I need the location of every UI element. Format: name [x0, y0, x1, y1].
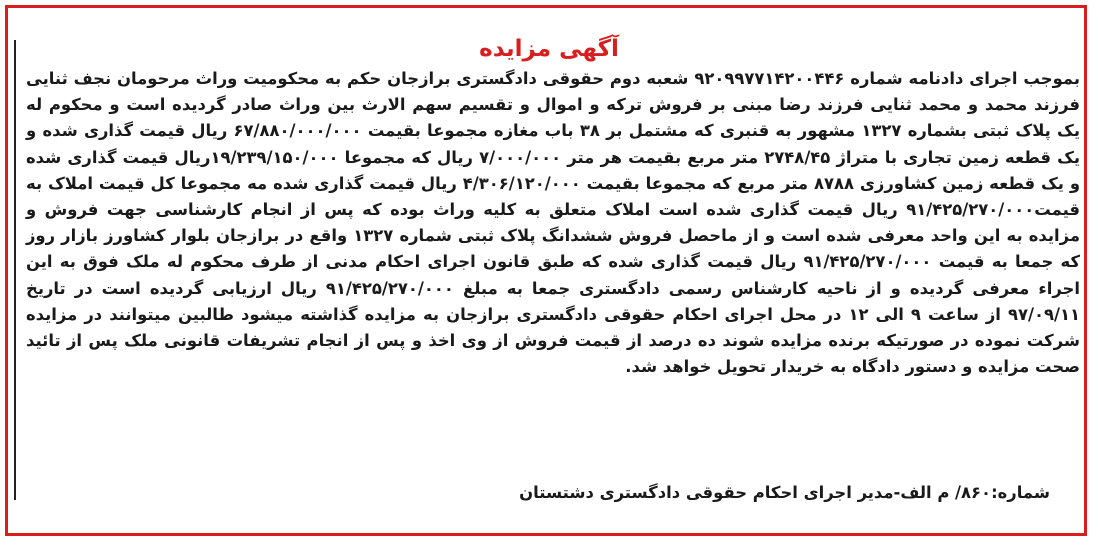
- notice-footer: شماره:۸۶۰/ م الف-مدیر اجرای احکام حقوقی دادگستری دشتستان: [519, 483, 1050, 502]
- notice-body: بموجب اجرای دادنامه شماره ۹۲۰۹۹۷۷۱۴۲۰۰۴۴۶ شعبه دوم حقوقی دادگستری برازجان حکم به محکومیت وراث مرحومان نجف ثنایی فرزند محمد و محمد ثنایی فرزند رضا مبنی بر فروش ترکه و اموال و تقسیم سهم الارث بین وراث صادر گردیده است و محکوم له یک پلاک ثبتی بشماره ۱۳۲۷ مشهور به قنبری که مشتمل بر ۳۸ باب مغازه مجموعا بقیمت ۶۷/۸۸۰/۰۰۰/۰۰۰ ریال قیمت گذاری شده و یک قطعه زمین تجاری با متراژ ۲۷۴۸/۴۵ متر مربع بقیمت هر متر ۷/۰۰۰/۰۰۰ ریال که مجموعا ۱۹/۲۳۹/۱۵۰/۰۰۰ریال قیمت گذاری شده و یک قطعه زمین کشاورزی ۸۷۸۸ متر مربع که مجموعا بقیمت ۴/۳۰۶/۱۲۰/۰۰۰ ریال قیمت گذاری شده مه مجموعا کل قیمت املاک به قیمت۹۱/۴۲۵/۲۷۰/۰۰۰ ریال قیمت گذاری شده است املاک متعلق به کلیه وراث بوده که پس از انجام کارشناسی جهت فروش و مزایده به این واحد معرفی شده است و از ماحصل فروش ششدانگ پلاک ثبتی شماره ۱۳۲۷ واقع در برازجان بلوار کشاورز بازار روز که جمعا به قیمت ۹۱/۴۲۵/۲۷۰/۰۰۰ ریال قیمت گذاری شده که طبق قانون اجرای احکام مدنی از طرف محکوم له ملک فوق به این اجراء معرفی گردیده و از ناحیه کارشناس رسمی دادگستری جمعا به مبلغ ۹۱/۴۲۵/۲۷۰/۰۰۰ ریال ارزیابی گردیده است در تاریخ ۹۷/۰۹/۱۱ از ساعت ۹ الی ۱۲ در محل اجرای احکام حقوقی دادگستری برازجان به مزایده گذاشته میشود طالبین میتوانند در مزایده شرکت نموده در صورتیکه برنده مزایده شوند ده درصد از قیمت فروش از وی اخذ و پس از انجام تشریفات قانونی ملک پس از تائید صحت مزایده و دستور دادگاه به خریدار تحویل خواهد شد.: [26, 69, 1081, 377]
- notice-title: آگهی مزایده: [479, 36, 619, 62]
- left-divider: [14, 40, 16, 500]
